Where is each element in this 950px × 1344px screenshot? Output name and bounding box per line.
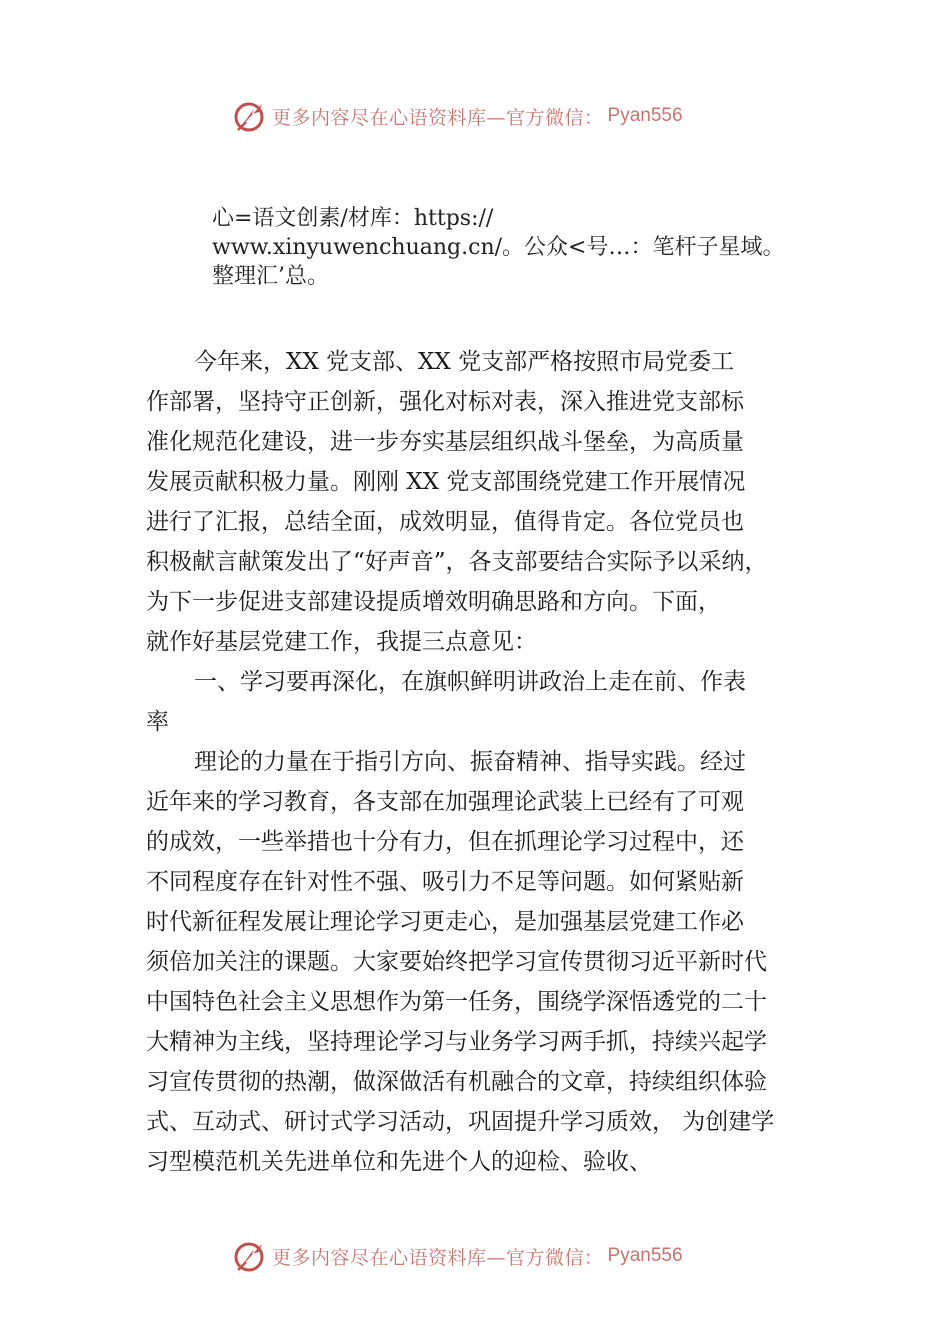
source-note-line: 心=语文创素/材库：https://: [212, 206, 494, 231]
paragraph-line: 式、互动式、研讨式学习活动，巩固提升学习质效， 为创建学: [146, 1109, 775, 1135]
quill-pen-logo-icon: [232, 98, 268, 134]
paragraph-line: 的成效，一些举措也十分有力，但在抓理论学习过程中，还: [146, 829, 744, 855]
document-body: [146, 342, 826, 1182]
source-note: [212, 204, 852, 291]
paragraph-line: 时代新征程发展让理论学习更走心，是加强基层党建工作必: [146, 909, 744, 935]
source-note-line: 整理汇’总。: [212, 264, 329, 289]
footer-watermark: [232, 1236, 752, 1276]
paragraph-line: 习宣传贯彻的热潮，做深做活有机融合的文章，持续组织体验: [146, 1069, 767, 1095]
paragraph-line: 习型模范机关先进单位和先进个人的迎检、验收、: [146, 1149, 652, 1175]
paragraph-line: 不同程度存在针对性不强、吸引力不足等问题。如何紧贴新: [146, 869, 744, 895]
paragraph-line: 须倍加关注的课题。大家要始终把学习宣传贯彻习近平新时代: [146, 949, 767, 975]
section-heading: 一、学习要再深化，在旗帜鲜明讲政治上走在前、作表: [194, 669, 746, 695]
paragraph-line: 大精神为主线，坚持理论学习与业务学习两手抓，持续兴起学: [146, 1029, 767, 1055]
paragraph-line: 中国特色社会主义思想作为第一任务，围绕学深悟透党的二十: [146, 989, 767, 1015]
paragraph-line: 今年来，XX 党支部、XX 党支部严格按照市局党委工: [194, 349, 735, 375]
paragraph-line: 理论的力量在于指引方向、振奋精神、指导实践。经过: [194, 749, 746, 775]
quill-pen-logo-icon: [232, 1238, 268, 1274]
section-heading: 率: [146, 709, 169, 735]
paragraph-line: 作部署，坚持守正创新，强化对标对表，深入推进党支部标: [146, 389, 744, 415]
header-watermark: [232, 96, 752, 136]
source-note-line: www.xinyuwenchuang.cn/。公众<号…：笔杆子星域。: [212, 235, 785, 260]
watermark-wechat-id: Pyan556: [607, 1245, 683, 1266]
watermark-wechat-id: Pyan556: [607, 105, 683, 126]
watermark-text: 更多内容尽在心语资料库—官方微信：: [272, 106, 604, 129]
paragraph-line: 为下一步促进支部建设提质增效明确思路和方向。下面，: [146, 589, 721, 615]
paragraph-line: 准化规范化建设，进一步夯实基层组织战斗堡垒，为高质量: [146, 429, 744, 455]
paragraph-line: 进行了汇报，总结全面，成效明显，值得肯定。各位党员也: [146, 509, 744, 535]
watermark-text: 更多内容尽在心语资料库—官方微信：: [272, 1246, 604, 1269]
paragraph-line: 发展贡献积极力量。刚刚 XX 党支部围绕党建工作开展情况: [146, 469, 746, 495]
paragraph-line: 积极献言献策发出了“好声音”，各支部要结合实际予以采纳，: [146, 549, 768, 575]
paragraph-line: 就作好基层党建工作，我提三点意见：: [146, 629, 537, 655]
paragraph-line: 近年来的学习教育，各支部在加强理论武装上已经有了可观: [146, 789, 744, 815]
